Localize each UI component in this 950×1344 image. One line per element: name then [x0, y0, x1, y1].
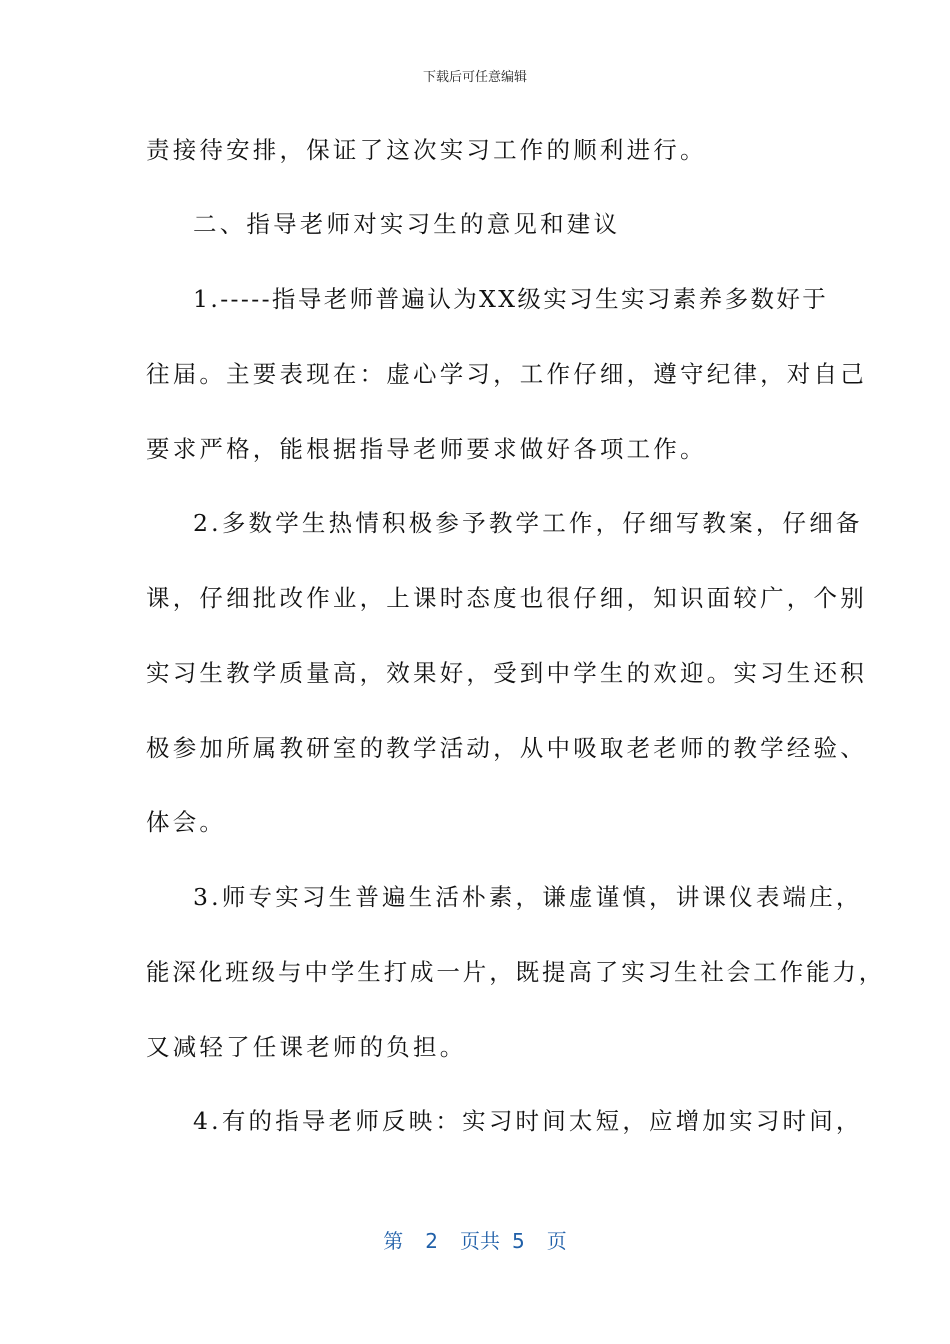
text-line: 1.-----指导老师普遍认为XX级实习生实习素养多数好于 — [193, 285, 829, 313]
text-line: 又减轻了任课老师的负担。 — [146, 1033, 467, 1061]
text-line: 体会。 — [146, 808, 227, 836]
page-footer — [0, 1225, 950, 1254]
text-line: 2.多数学生热情积极参予教学工作，仔细写教案，仔细备 — [193, 509, 863, 537]
text-line: 实习生教学质量高，效果好，受到中学生的欢迎。实习生还积 — [146, 659, 867, 687]
text-line: 4.有的指导老师反映：实习时间太短，应增加实习时间， — [193, 1107, 863, 1135]
text-line: 二、指导老师对实习生的意见和建议 — [193, 210, 621, 238]
text-line: 极参加所属教研室的教学活动，从中吸取老老师的教学经验、 — [146, 734, 867, 762]
footer-total-pages: 5 — [512, 1229, 525, 1253]
footer-prefix: 第 — [383, 1229, 404, 1253]
footer-middle: 页共 — [460, 1229, 500, 1253]
text-line: 要求严格，能根据指导老师要求做好各项工作。 — [146, 435, 707, 463]
text-line: 3.师专实习生普遍生活朴素，谦虚谨慎，讲课仪表端庄， — [193, 883, 863, 911]
page-header: 下载后可任意编辑 — [422, 70, 527, 85]
text-line: 课，仔细批改作业，上课时态度也很仔细，知识面较广，个别 — [146, 584, 867, 612]
text-line: 责接待安排，保证了这次实习工作的顺利进行。 — [146, 136, 707, 164]
text-line: 往届。主要表现在：虚心学习，工作仔细，遵守纪律，对自己 — [146, 360, 867, 388]
text-line: 能深化班级与中学生打成一片，既提高了实习生社会工作能力， — [146, 958, 886, 986]
footer-suffix: 页 — [546, 1229, 567, 1253]
footer-page-number: 2 — [425, 1229, 438, 1253]
